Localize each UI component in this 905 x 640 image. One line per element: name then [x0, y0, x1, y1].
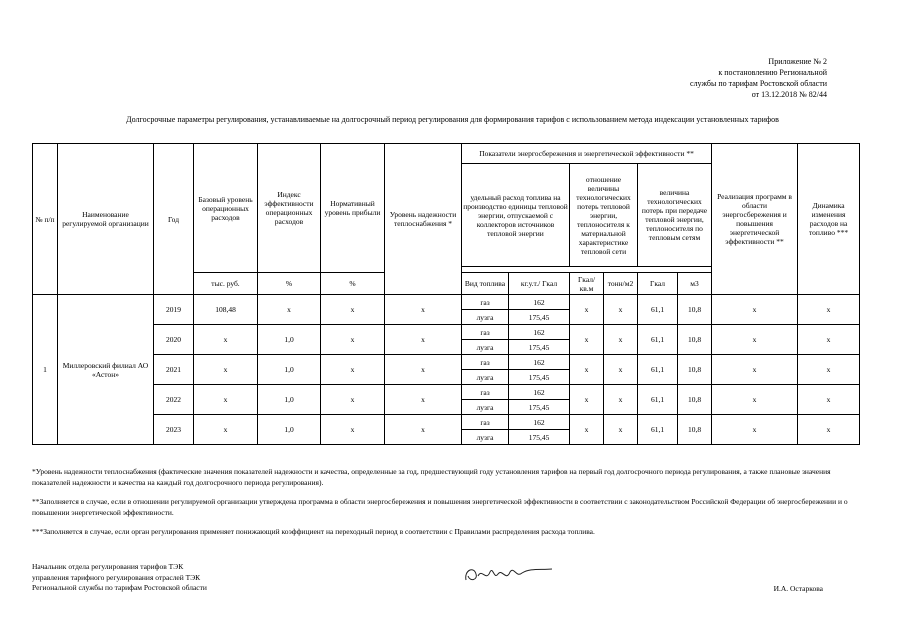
cell-base: х: [194, 355, 258, 385]
unit-profit: %: [321, 273, 385, 295]
cell-dynamics: х: [798, 355, 860, 385]
signatory-line-3: Региональной службы по тарифам Ростовской области: [32, 583, 207, 592]
cell-fuel-type: газ: [462, 295, 509, 310]
unit-index: %: [258, 273, 321, 295]
header-dynamics: Динамика изменения расходов на топливо ***: [798, 144, 860, 295]
header-ratio: отношение величины технологических потерь тепловой энергии, теплоносителя к материальной характеристике тепловой сети: [570, 164, 638, 267]
unit-ratio-2: тонн/м2: [604, 273, 638, 295]
cell-fuel-rate: 175,45: [509, 400, 570, 415]
cell-dynamics: х: [798, 415, 860, 445]
cell-fuel-type: лузга: [462, 310, 509, 325]
cell-fuel-rate: 162: [509, 325, 570, 340]
cell-fuel-type: газ: [462, 325, 509, 340]
signatory-name: И.А. Остаркова: [773, 584, 823, 593]
cell-loss-2: 10,8: [678, 295, 712, 325]
cell-index: 1,0: [258, 325, 321, 355]
cell-fuel-type: лузга: [462, 430, 509, 445]
appendix-line-3: службы по тарифам Ростовской области: [690, 79, 827, 88]
cell-loss-2: 10,8: [678, 355, 712, 385]
cell-profit: х: [321, 415, 385, 445]
cell-loss-2: 10,8: [678, 415, 712, 445]
cell-dynamics: х: [798, 385, 860, 415]
header-org: Наименование регулируемой организации: [58, 144, 154, 295]
cell-program: х: [712, 295, 798, 325]
cell-base: х: [194, 385, 258, 415]
signatory-line-1: Начальник отдела регулирования тарифов ТЭК: [32, 562, 184, 571]
cell-profit: х: [321, 385, 385, 415]
cell-fuel-rate: 162: [509, 355, 570, 370]
table-row: [33, 295, 860, 310]
cell-loss-2: 10,8: [678, 325, 712, 355]
appendix-block: [690, 56, 827, 100]
cell-profit: х: [321, 325, 385, 355]
table-row: [33, 325, 860, 340]
cell-reliability: х: [385, 415, 462, 445]
org-number: 1: [33, 295, 58, 445]
cell-reliability: х: [385, 385, 462, 415]
cell-loss-1: 61,1: [638, 325, 678, 355]
footnote-3: ***Заполняется в случае, если орган регулирования применяет понижающий коэффициент на переходный период в соответствии с Правилами распределения расхода топлива.: [32, 527, 595, 536]
cell-program: х: [712, 415, 798, 445]
cell-program: х: [712, 325, 798, 355]
cell-fuel-rate: 175,45: [509, 430, 570, 445]
unit-base: тыс. руб.: [194, 273, 258, 295]
cell-index: 1,0: [258, 355, 321, 385]
cell-fuel-type: лузга: [462, 370, 509, 385]
cell-fuel-type: газ: [462, 355, 509, 370]
cell-base: х: [194, 325, 258, 355]
header-program: Реализация программ в области энергосбережения и повышения энергетической эффективности **: [712, 144, 798, 295]
cell-fuel-rate: 175,45: [509, 370, 570, 385]
cell-fuel-type: лузга: [462, 340, 509, 355]
cell-index: 1,0: [258, 415, 321, 445]
footnotes: [32, 466, 862, 545]
cell-loss-2: 10,8: [678, 385, 712, 415]
cell-fuel-rate: 175,45: [509, 340, 570, 355]
cell-year: 2019: [154, 295, 194, 325]
cell-loss-1: 61,1: [638, 415, 678, 445]
cell-ratio-1: х: [570, 355, 604, 385]
header-losses: величина технологических потерь при передаче тепловой энергии, теплоносителя по тепловым сетям: [638, 164, 712, 267]
cell-fuel-type: лузга: [462, 400, 509, 415]
cell-ratio-2: х: [604, 355, 638, 385]
document-heading: Долгосрочные параметры регулирования, устанавливаемые на долгосрочный период регулирования для формирования тарифов с использованием метода индексации установленных тарифов: [126, 115, 779, 124]
handwritten-signature: [460, 560, 560, 590]
cell-loss-1: 61,1: [638, 355, 678, 385]
cell-fuel-type: газ: [462, 385, 509, 400]
signatory-line-2: управления тарифного регулирования отраслей ТЭК: [32, 572, 201, 582]
appendix-line-1: Приложение № 2: [768, 57, 827, 66]
cell-fuel-rate: 162: [509, 415, 570, 430]
header-year: Год: [154, 144, 194, 295]
cell-year: 2023: [154, 415, 194, 445]
cell-fuel-rate: 162: [509, 385, 570, 400]
cell-ratio-1: х: [570, 295, 604, 325]
cell-dynamics: х: [798, 295, 860, 325]
cell-index: х: [258, 295, 321, 325]
cell-fuel-rate: 162: [509, 295, 570, 310]
unit-fuel-type: Вид топлива: [462, 273, 509, 295]
cell-base: 108,48: [194, 295, 258, 325]
header-profit: Нормативный уровень прибыли: [321, 144, 385, 273]
cell-ratio-2: х: [604, 325, 638, 355]
header-reliability: Уровень надежности теплоснабжения *: [385, 144, 462, 295]
footnote-2: **Заполняется в случае, если в отношении регулируемой организации утверждена программа в области энергосбережения и повышения энергетической эффективности в соответствии с законодательством Российской Федерации об энергосбережении и о повышении энергетической эффективности.: [32, 497, 848, 517]
org-name: Миллеровский филиал АО «Астон»: [58, 295, 154, 445]
cell-base: х: [194, 415, 258, 445]
cell-ratio-2: х: [604, 415, 638, 445]
cell-year: 2020: [154, 325, 194, 355]
cell-loss-1: 61,1: [638, 295, 678, 325]
table-row: [33, 355, 860, 370]
cell-ratio-1: х: [570, 415, 604, 445]
cell-ratio-1: х: [570, 325, 604, 355]
signatory-position: [32, 562, 207, 594]
unit-ratio-1: Гкал/ кв.м: [570, 273, 604, 295]
cell-reliability: х: [385, 355, 462, 385]
cell-reliability: х: [385, 325, 462, 355]
header-num: № п/п: [33, 144, 58, 295]
cell-year: 2021: [154, 355, 194, 385]
cell-program: х: [712, 355, 798, 385]
header-base: Базовый уровень операционных расходов: [194, 144, 258, 273]
table-row: [33, 415, 860, 430]
appendix-line-4: от 13.12.2018 № 82/44: [751, 90, 827, 99]
cell-fuel-type: газ: [462, 415, 509, 430]
cell-loss-1: 61,1: [638, 385, 678, 415]
footnote-1: *Уровень надежности теплоснабжения (фактические значения показателей надежности и качества, определенные за год, предшествующий году установления тарифов на первый год долгосрочного периода регулирования, а также плановые значения показателей надежности и качества на каждый год долгосрочного периода регулирования).: [32, 467, 831, 487]
appendix-line-2: к постановлению Региональной: [718, 68, 827, 77]
cell-ratio-1: х: [570, 385, 604, 415]
unit-loss-2: м3: [678, 273, 712, 295]
cell-profit: х: [321, 355, 385, 385]
cell-ratio-2: х: [604, 295, 638, 325]
cell-profit: х: [321, 295, 385, 325]
unit-loss-1: Гкал: [638, 273, 678, 295]
cell-dynamics: х: [798, 325, 860, 355]
cell-fuel-rate: 175,45: [509, 310, 570, 325]
cell-ratio-2: х: [604, 385, 638, 415]
header-fuel: удельный расход топлива на производство единицы тепловой энергии, отпускаемой с коллекторов источников тепловой энергии: [462, 164, 570, 267]
parameters-table: [32, 143, 860, 445]
cell-reliability: х: [385, 295, 462, 325]
cell-year: 2022: [154, 385, 194, 415]
cell-program: х: [712, 385, 798, 415]
table-row: [33, 385, 860, 400]
unit-fuel-rate: кг.у.т./ Гкал: [509, 273, 570, 295]
cell-index: 1,0: [258, 385, 321, 415]
header-energy-group: Показатели энергосбережения и энергетической эффективности **: [462, 144, 712, 164]
header-index: Индекс эффективности операционных расходов: [258, 144, 321, 273]
